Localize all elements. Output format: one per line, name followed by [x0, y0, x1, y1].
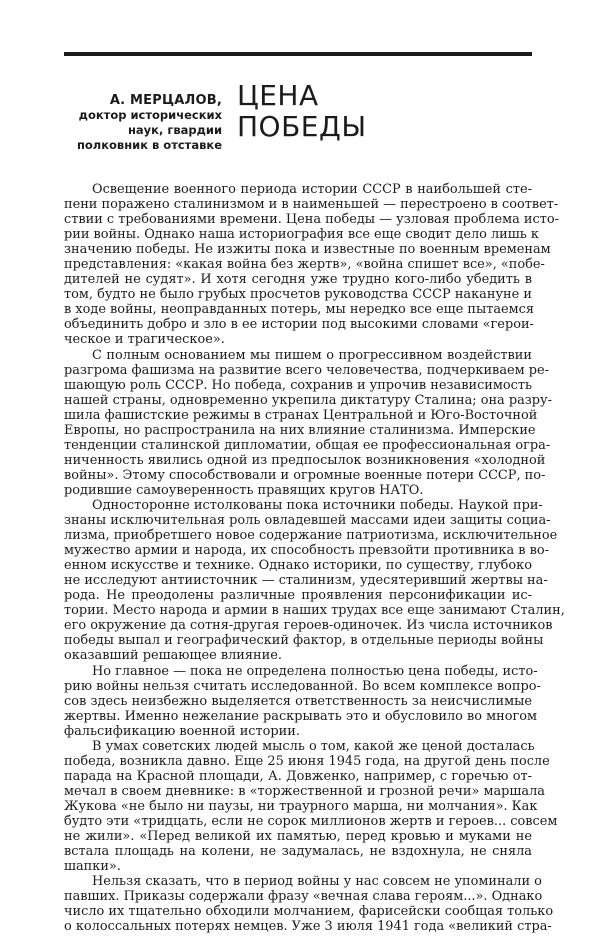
text-line: его окружение да сотня-другая героев-одиночек. Из числа источников	[64, 618, 553, 634]
title-line-1: ЦЕНА	[237, 79, 319, 112]
text-line: значению победы. Не изжиты пока и известные по военным временам	[64, 242, 551, 258]
text-line: шающую роль СССР. Но победа, сохранив и упрочив независимость	[64, 377, 533, 393]
text-line: ниченность явились одной из предпосылок возникновения «холодной	[64, 452, 546, 468]
text-line: пени поражено сталинизмом и в наименьшей — перестроено в соответ-	[64, 197, 559, 213]
text-line: лизма, приобретшего новое содержание патриотизма, исключительное	[64, 528, 558, 544]
text-line: павших. Приказы содержали фразу «вечная слава героям...». Однако	[64, 889, 543, 905]
text-line: число их тщательно обходили молчанием, фарисейски сообщая только	[64, 904, 554, 920]
text-line: Но главное — пока не определена полностью цена победы, исто-	[92, 663, 538, 679]
text-line: в ходе войны, неоправданных потерь, мы нередко все еще пытаемся	[64, 302, 535, 318]
text-line: нашей страны, одновременно укрепила диктатуру Сталина; она разру-	[64, 392, 552, 408]
text-line: победа, возникла давно. Еще 25 июня 1945 года, на другой день после	[64, 753, 550, 769]
text-line: дителей не судят». И хотя сегодня уже трудно кого-либо убедить в	[64, 272, 532, 288]
author-name: А. МЕРЦАЛОВ,	[109, 93, 222, 108]
text-line: победы выпал и географический фактор, в отдельные периоды войны	[64, 633, 544, 649]
author-title-line-2: наук, гвардии	[127, 123, 222, 137]
text-line: Односторонне истолкованы пока источники победы. Наукой при-	[92, 497, 543, 513]
text-line: ческое и трагическое».	[64, 332, 225, 348]
paragraph	[64, 663, 541, 739]
text-line: тории. Место народа и армии в наших трудах все еще занимают Сталин,	[64, 603, 565, 619]
text-line: шила фашистские режимы в странах Центральной и Юго-Восточной	[64, 407, 538, 423]
paragraph	[64, 182, 559, 348]
text-line: ствии с требованиями времени. Цена победы — узловая проблема исто-	[64, 212, 559, 228]
text-line: парада на Красной площади, А. Довженко, например, с горечью от-	[64, 768, 532, 784]
text-line: Нельзя сказать, что в период войны у нас совсем не упоминали о	[92, 874, 542, 890]
text-line: сов здесь неизбежно выделяется ответственность за неисчислимые	[64, 693, 532, 709]
text-line: мечал в своем дневнике: в «торжественной и грозной речи» маршала	[64, 783, 545, 799]
text-line: родившие самоуверенность правящих кругов НАТО.	[64, 482, 424, 498]
paragraph	[64, 497, 565, 664]
author-title-line-1: доктор исторических	[78, 108, 222, 122]
title-line-2: ПОБЕДЫ	[237, 110, 367, 143]
text-line: мужество армии и народа, их способность превзойти противника в во-	[64, 543, 549, 559]
text-line: рию войны нельзя считать исследованной. Во всем комплексе вопро-	[64, 678, 541, 694]
text-line: войны». Этому способствовали и огромные военные потери СССР, по-	[64, 467, 546, 483]
text-line: представления: «какая война без жертв», «война спишет все», «побе-	[64, 257, 545, 273]
text-line: оказавший решающее влияние.	[64, 648, 282, 664]
text-line: не жили». «Перед великой их памятью, перед кровью и муками не	[64, 829, 532, 845]
paragraph	[64, 738, 558, 875]
paragraph	[64, 874, 554, 935]
text-line: Европы, но распространила на них влияние сталинизма. Имперские	[64, 422, 536, 438]
text-line: Освещение военного периода истории СССР в наибольшей сте-	[92, 182, 532, 197]
text-line: фальсификацию военной истории.	[64, 723, 300, 739]
text-line: Жукова «не было ни паузы, ни траурного марша, ни молчания». Как	[64, 798, 538, 814]
paragraph	[64, 347, 552, 498]
text-line: енном искусстве и технике. Однако историки, по существу, глубоко	[64, 558, 532, 574]
article-body	[64, 182, 565, 935]
text-line: объединить добро и зло в ее истории под высокими словами «герои-	[64, 317, 534, 333]
top-rule	[64, 52, 532, 56]
text-line: будто эти «тридцать, если не сорок миллионов жертв и героев... совсем	[64, 813, 558, 829]
text-line: В умах советских людей мысль о том, какой же ценой досталась	[92, 738, 535, 754]
text-line: жертвы. Именно нежелание раскрывать это и обусловило во многом	[64, 708, 538, 724]
text-line: шапки».	[64, 859, 121, 875]
text-line: рии войны. Однако наша историография все еще сводит дело лишь к	[64, 227, 539, 243]
text-line: знаны исключительная роль овладевшей массами идеи защиты социа-	[64, 513, 551, 529]
text-line: разгрома фашизма на развитие всего человечества, подчеркиваем ре-	[64, 362, 549, 378]
text-line: о колоссальных потерях немцев. Уже 3 июля 1941 года «великий стра-	[64, 919, 552, 935]
author-block	[60, 93, 222, 153]
text-line: рода. Не преодолены различные проявления персонификации ис-	[64, 588, 532, 604]
text-line: С полным основанием мы пишем о прогрессивном воздействии	[92, 347, 532, 363]
text-line: том, будто не было грубых просчетов руководства СССР накануне и	[64, 287, 532, 303]
article-title	[237, 80, 367, 142]
author-title-line-3: полковник в отставке	[76, 138, 222, 152]
text-line: не исследуют антиисточник — сталинизм, удесятеривший жертвы на-	[64, 573, 548, 589]
text-line: встала площадь на колени, не задумалась, не вздохнула, не сняла	[64, 844, 532, 860]
text-line: тенденции сталинской дипломатии, общая ее профессиональная огра-	[64, 437, 551, 453]
